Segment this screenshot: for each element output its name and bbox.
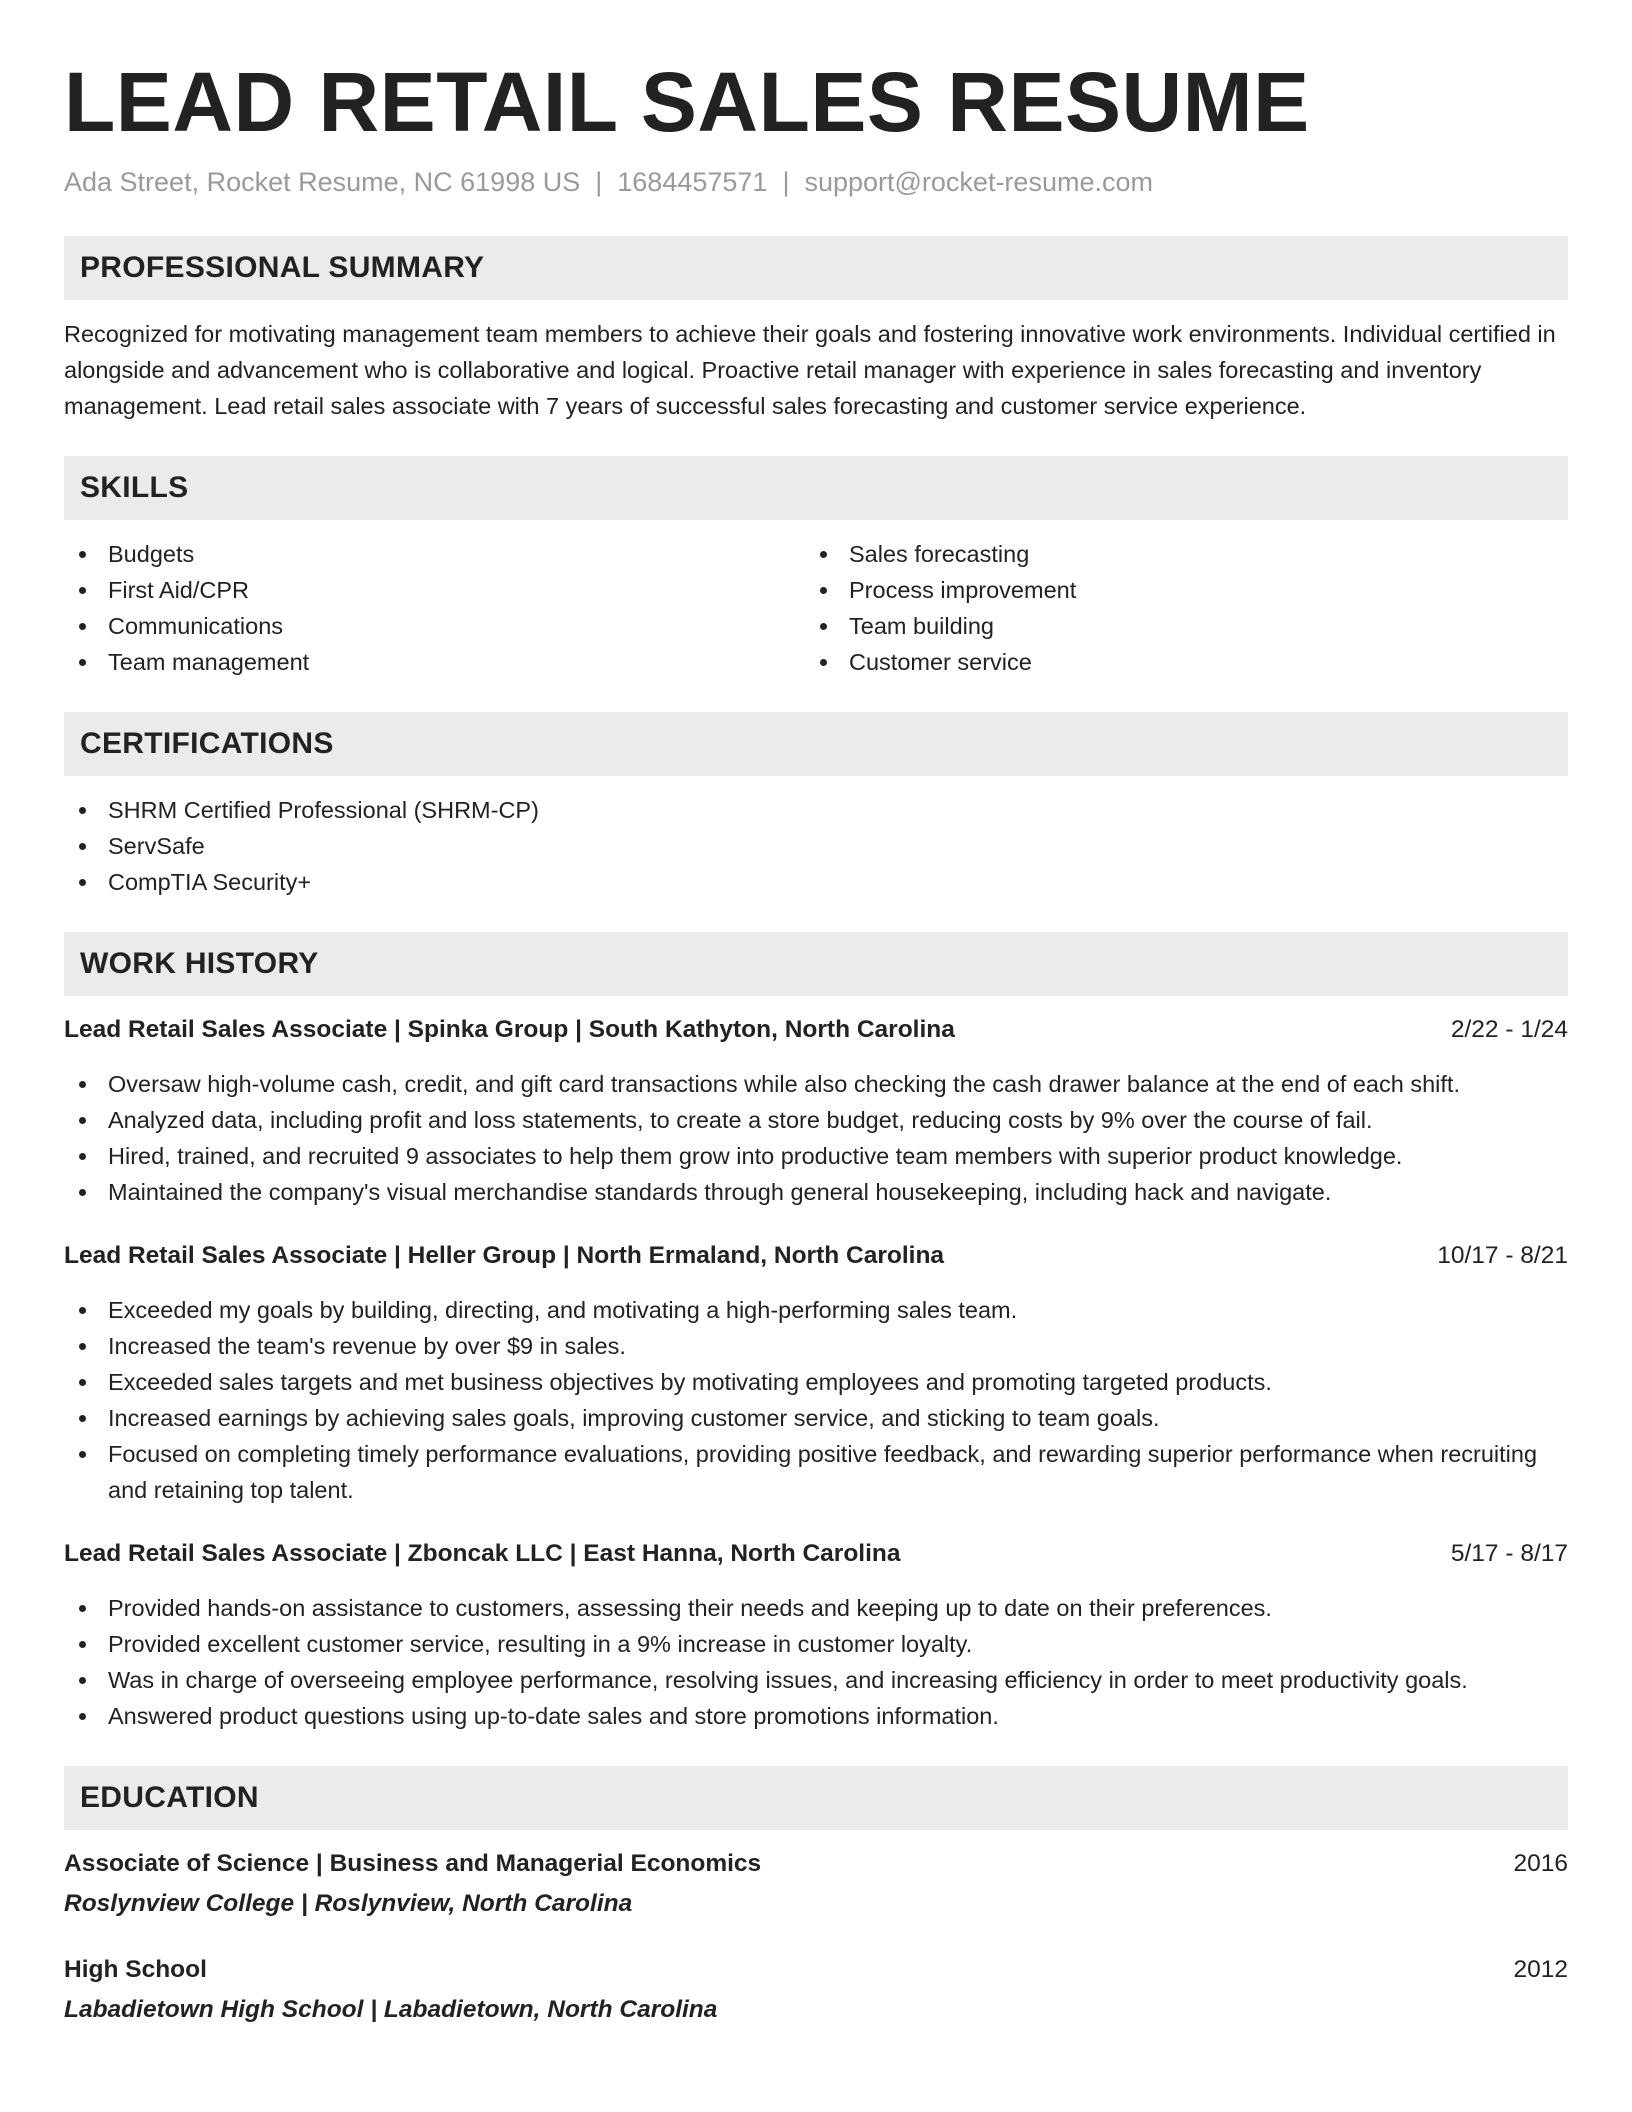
job-dates: 2/22 - 1/24 [1450,1016,1568,1043]
education-heading: EDUCATION [64,1766,1568,1830]
contact-address: Ada Street, Rocket Resume, NC 61998 US [64,167,581,197]
job-dates: 10/17 - 8/21 [1437,1242,1568,1269]
job-title: Lead Retail Sales Associate | Zboncak LLC | East Hanna, North Carolina [64,1540,901,1567]
skill-item: Budgets [64,536,805,572]
certification-item: CompTIA Security+ [64,864,1568,900]
job-entry [64,1012,1568,1210]
education-header [64,1846,1568,1882]
education-header [64,1952,1568,1988]
skill-item: Team building [805,608,1546,644]
job-bullet: Exceeded my goals by building, directing, and motivating a high-performing sales team. [64,1292,1568,1328]
education-year: 2012 [1513,1956,1568,1983]
education-degree: High School [64,1956,207,1983]
contact-email: support@rocket-resume.com [804,167,1153,197]
summary-text: Recognized for motivating management team members to achieve their goals and fostering innovative work environments. Individual certified in alongside and advancement who is collaborative and logical. Proactive retail manager with experience in sales forecasting and inventory management. Lead retail sales associate with 7 years of successful sales forecasting and customer service experience. [64,321,1556,419]
skills-right-list [805,536,1546,680]
education-school: Roslynview College | Roslynview, North Carolina [64,1890,633,1917]
job-header [64,1012,1568,1048]
job-header [64,1238,1568,1274]
skill-item: Customer service [805,644,1546,680]
job-bullets [64,1590,1568,1734]
education-entry [64,1952,1568,2028]
job-bullet: Focused on completing timely performance evaluations, providing positive feedback, and rewarding superior performance when recruiting and retaining top talent. [64,1436,1568,1508]
job-bullet: Increased the team's revenue by over $9 in sales. [64,1328,1568,1364]
education-year: 2016 [1513,1850,1568,1877]
job-bullets [64,1292,1568,1508]
skill-item: Team management [64,644,805,680]
job-bullet: Oversaw high-volume cash, credit, and gift card transactions while also checking the cash drawer balance at the end of each shift. [64,1066,1568,1102]
summary-heading: PROFESSIONAL SUMMARY [64,236,1568,300]
job-header [64,1536,1568,1572]
certification-item: ServSafe [64,828,1568,864]
certifications-list [64,792,1568,900]
skill-item: Communications [64,608,805,644]
skill-item: First Aid/CPR [64,572,805,608]
contact-separator: | [595,167,603,197]
resume-page [64,52,1568,2028]
job-bullet: Was in charge of overseeing employee performance, resolving issues, and increasing efficiency in order to meet productivity goals. [64,1662,1568,1698]
contact-phone: 1684457571 [617,167,768,197]
job-bullets [64,1066,1568,1210]
skills-heading: SKILLS [64,456,1568,520]
certifications-heading: CERTIFICATIONS [64,712,1568,776]
job-entry [64,1536,1568,1734]
skills-left-list [64,536,805,680]
certification-item: SHRM Certified Professional (SHRM-CP) [64,792,1568,828]
resume-title: LEAD RETAIL SALES RESUME [64,55,1310,149]
job-bullet: Analyzed data, including profit and loss statements, to create a store budget, reducing costs by 9% over the course of fail. [64,1102,1568,1138]
job-bullet: Provided hands-on assistance to customers, assessing their needs and keeping up to date on their preferences. [64,1590,1568,1626]
contact-separator: | [782,167,790,197]
skill-item: Process improvement [805,572,1546,608]
education-school: Labadietown High School | Labadietown, North Carolina [64,1996,718,2023]
work-history-heading: WORK HISTORY [64,932,1568,996]
skill-item: Sales forecasting [805,536,1546,572]
job-bullet: Increased earnings by achieving sales goals, improving customer service, and sticking to team goals. [64,1400,1568,1436]
job-bullet: Maintained the company's visual merchandise standards through general housekeeping, including hack and navigate. [64,1174,1568,1210]
job-title: Lead Retail Sales Associate | Spinka Group | South Kathyton, North Carolina [64,1016,955,1043]
job-bullet: Exceeded sales targets and met business objectives by motivating employees and promoting targeted products. [64,1364,1568,1400]
education-entry [64,1846,1568,1922]
job-dates: 5/17 - 8/17 [1450,1540,1568,1567]
job-bullet: Answered product questions using up-to-date sales and store promotions information. [64,1698,1568,1734]
job-title: Lead Retail Sales Associate | Heller Group | North Ermaland, North Carolina [64,1242,945,1269]
job-entry [64,1238,1568,1508]
skills-grid [64,536,1568,680]
job-bullet: Hired, trained, and recruited 9 associates to help them grow into productive team members with superior product knowledge. [64,1138,1568,1174]
job-bullet: Provided excellent customer service, resulting in a 9% increase in customer loyalty. [64,1626,1568,1662]
contact-line [64,164,1568,200]
education-degree: Associate of Science | Business and Managerial Economics [64,1850,762,1877]
